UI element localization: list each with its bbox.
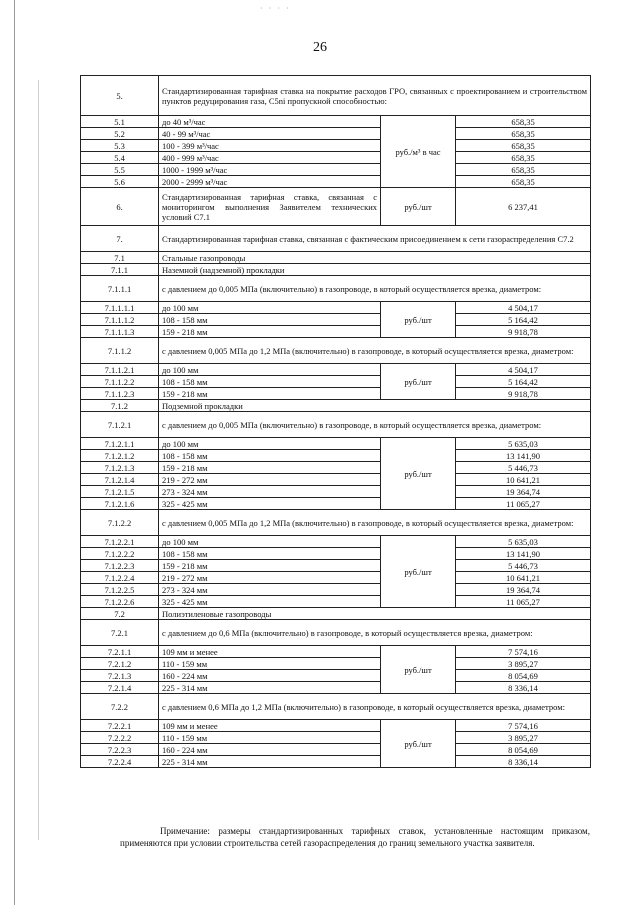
row-number: 7.2.2.2 [81, 732, 159, 744]
row-number: 7.1.2.2.5 [81, 584, 159, 596]
rate-value: 10 641,21 [456, 474, 591, 486]
row-description: с давлением до 0,005 МПа (включительно) в газопроводе, в который осуществляется врезка, диаметром: [159, 276, 591, 302]
rate-value: 658,35 [456, 152, 591, 164]
rate-value: 658,35 [456, 140, 591, 152]
rate-value: 6 237,41 [456, 188, 591, 226]
row-description: 159 - 218 мм [159, 326, 381, 338]
rate-value: 3 895,27 [456, 732, 591, 744]
row-description: 159 - 218 мм [159, 462, 381, 474]
rate-value: 13 141,90 [456, 548, 591, 560]
rate-value: 3 895,27 [456, 658, 591, 670]
table-row [81, 462, 591, 474]
table-row [81, 756, 591, 768]
table-row [81, 302, 591, 314]
table-row [81, 314, 591, 326]
section-heading: Стальные газопроводы [159, 252, 591, 264]
scan-header-mark: · · · · [260, 4, 291, 13]
rate-value: 658,35 [456, 164, 591, 176]
table-row [81, 646, 591, 658]
row-description: 1000 - 1999 м³/час [159, 164, 381, 176]
page-number: 26 [313, 40, 327, 55]
rate-value: 8 336,14 [456, 756, 591, 768]
row-number: 7.1.2.1.3 [81, 462, 159, 474]
row-number: 7.1.1.1.2 [81, 314, 159, 326]
table-row [81, 584, 591, 596]
row-number: 7.2.1.3 [81, 670, 159, 682]
table-row [81, 252, 591, 264]
row-description: 108 - 158 мм [159, 314, 381, 326]
binding-margin-line [14, 0, 15, 905]
rate-value: 5 446,73 [456, 560, 591, 572]
row-description: 108 - 158 мм [159, 450, 381, 462]
table-row [81, 388, 591, 400]
row-description: 100 - 399 м³/час [159, 140, 381, 152]
table-row [81, 326, 591, 338]
row-description: Стандартизированная тарифная ставка, связанная с мониторингом выполнения Заявителем технических условий C7.1 [159, 188, 381, 226]
rate-value: 5 635,03 [456, 438, 591, 450]
rate-value: 5 164,42 [456, 314, 591, 326]
rate-value: 4 504,17 [456, 364, 591, 376]
row-number: 7.2.2.3 [81, 744, 159, 756]
row-number: 7.1.2.2.1 [81, 536, 159, 548]
rate-value: 8 336,14 [456, 682, 591, 694]
row-description: 400 - 999 м³/час [159, 152, 381, 164]
row-number: 5.2 [81, 128, 159, 140]
rate-value: 5 635,03 [456, 536, 591, 548]
row-description: 325 - 425 мм [159, 498, 381, 510]
row-description: 325 - 425 мм [159, 596, 381, 608]
section-heading: Полиэтиленовые газопроводы [159, 608, 591, 620]
row-description: 108 - 158 мм [159, 548, 381, 560]
rate-value: 5 164,42 [456, 376, 591, 388]
row-number: 7.2.1.4 [81, 682, 159, 694]
table-row [81, 732, 591, 744]
table-row [81, 608, 591, 620]
row-number: 7.1.2.1.1 [81, 438, 159, 450]
table-row [81, 276, 591, 302]
table-row [81, 548, 591, 560]
row-number: 7.1.2.2.6 [81, 596, 159, 608]
table-row [81, 76, 591, 116]
rate-value: 658,35 [456, 176, 591, 188]
table-row [81, 744, 591, 756]
table-row [81, 620, 591, 646]
table-row [81, 140, 591, 152]
table-row [81, 264, 591, 276]
rate-value: 5 446,73 [456, 462, 591, 474]
table-row [81, 438, 591, 450]
table-row [81, 658, 591, 670]
table-row [81, 412, 591, 438]
table-row [81, 338, 591, 364]
section-heading: Наземной (надземной) прокладки [159, 264, 591, 276]
row-description: с давлением 0,6 МПа до 1,2 МПа (включительно) в газопроводе, в который осуществляется врезка, диаметром: [159, 694, 591, 720]
row-number: 7.1.2.1.5 [81, 486, 159, 498]
row-number: 7. [81, 226, 159, 252]
row-description: 225 - 314 мм [159, 682, 381, 694]
table-row [81, 498, 591, 510]
table-row [81, 450, 591, 462]
row-number: 7.1.1.2 [81, 338, 159, 364]
rate-value: 7 574,16 [456, 646, 591, 658]
row-number: 7.1.2.1 [81, 412, 159, 438]
rate-value: 8 054,69 [456, 670, 591, 682]
row-number: 7.1.2.2.2 [81, 548, 159, 560]
unit-cell: руб./шт [381, 364, 456, 400]
row-description: до 100 мм [159, 364, 381, 376]
rate-value: 19 364,74 [456, 584, 591, 596]
row-number: 5.3 [81, 140, 159, 152]
row-description: 40 - 99 м³/час [159, 128, 381, 140]
table-row [81, 694, 591, 720]
row-description: 2000 - 2999 м³/час [159, 176, 381, 188]
row-description: 110 - 159 мм [159, 658, 381, 670]
table-row [81, 720, 591, 732]
unit-cell: руб./шт [381, 302, 456, 338]
table-row [81, 572, 591, 584]
row-description: 108 - 158 мм [159, 376, 381, 388]
row-description: с давлением до 0,6 МПа (включительно) в газопроводе, в который осуществляется врезка, диаметром: [159, 620, 591, 646]
unit-cell: руб./шт [381, 646, 456, 694]
row-number: 7.1.2.2.3 [81, 560, 159, 572]
row-description: 273 - 324 мм [159, 584, 381, 596]
rate-value: 9 918,78 [456, 326, 591, 338]
row-number: 7.1.2.2 [81, 510, 159, 536]
table-row [81, 670, 591, 682]
table-row [81, 226, 591, 252]
table-row [81, 128, 591, 140]
row-number: 7.2.1.2 [81, 658, 159, 670]
rate-value: 658,35 [456, 116, 591, 128]
row-description: 110 - 159 мм [159, 732, 381, 744]
row-description: до 100 мм [159, 438, 381, 450]
row-number: 7.2.2 [81, 694, 159, 720]
rate-value: 7 574,16 [456, 720, 591, 732]
row-number: 7.2 [81, 608, 159, 620]
table-row [81, 400, 591, 412]
row-number: 7.1 [81, 252, 159, 264]
row-number: 7.2.2.1 [81, 720, 159, 732]
section-heading: Подземной прокладки [159, 400, 591, 412]
row-description: 159 - 218 мм [159, 560, 381, 572]
unit-cell: руб./м³ в час [381, 116, 456, 188]
rate-value: 8 054,69 [456, 744, 591, 756]
row-number: 5.1 [81, 116, 159, 128]
row-description: 160 - 224 мм [159, 744, 381, 756]
row-number: 7.1.2.2.4 [81, 572, 159, 584]
row-number: 7.1.1.1.1 [81, 302, 159, 314]
row-description: 109 мм и менее [159, 720, 381, 732]
rate-value: 10 641,21 [456, 572, 591, 584]
table-row [81, 164, 591, 176]
footnote: Примечание: размеры стандартизированных тарифных ставок, установленные настоящим приказом, применяются при условии строительства сетей газораспределения до границ земельного участка заявителя. [120, 826, 590, 848]
table-row [81, 152, 591, 164]
row-number: 7.2.2.4 [81, 756, 159, 768]
row-number: 6. [81, 188, 159, 226]
rate-value: 19 364,74 [456, 486, 591, 498]
table-row [81, 376, 591, 388]
table-row [81, 682, 591, 694]
row-number: 5. [81, 76, 159, 116]
row-description: 160 - 224 мм [159, 670, 381, 682]
table-row [81, 364, 591, 376]
row-description: 273 - 324 мм [159, 486, 381, 498]
row-number: 7.1.2.1.4 [81, 474, 159, 486]
row-description: 225 - 314 мм [159, 756, 381, 768]
rate-value: 4 504,17 [456, 302, 591, 314]
row-number: 7.1.1.2.3 [81, 388, 159, 400]
table-row [81, 176, 591, 188]
rate-value: 13 141,90 [456, 450, 591, 462]
tariff-table [80, 75, 591, 768]
unit-cell: руб./шт [381, 720, 456, 768]
table-row [81, 116, 591, 128]
row-description: 159 - 218 мм [159, 388, 381, 400]
table-row [81, 596, 591, 608]
rate-value: 9 918,78 [456, 388, 591, 400]
row-number: 7.1.1 [81, 264, 159, 276]
table-row [81, 486, 591, 498]
row-number: 5.5 [81, 164, 159, 176]
row-description: до 100 мм [159, 536, 381, 548]
row-number: 7.1.1.1.3 [81, 326, 159, 338]
unit-cell: руб./шт [381, 438, 456, 510]
row-number: 5.6 [81, 176, 159, 188]
row-description: с давлением до 0,005 МПа (включительно) в газопроводе, в который осуществляется врезка, диаметром: [159, 412, 591, 438]
rate-value: 11 065,27 [456, 596, 591, 608]
rate-value: 658,35 [456, 128, 591, 140]
row-number: 7.1.1.2.1 [81, 364, 159, 376]
unit-cell: руб./шт [381, 536, 456, 608]
table-row [81, 474, 591, 486]
row-description: до 100 мм [159, 302, 381, 314]
row-description: Стандартизированная тарифная ставка на покрытие расходов ГРО, связанных с проектированием и строительством пунктов редуцирования газа, C5ni пропускной способностью: [159, 76, 591, 116]
table-row [81, 510, 591, 536]
row-description: 219 - 272 мм [159, 474, 381, 486]
table-row [81, 560, 591, 572]
row-number: 7.1.2 [81, 400, 159, 412]
row-number: 5.4 [81, 152, 159, 164]
row-number: 7.1.2.1.2 [81, 450, 159, 462]
row-description: 219 - 272 мм [159, 572, 381, 584]
row-description: с давлением 0,005 МПа до 1,2 МПа (включительно) в газопроводе, в который осуществляется врезка, диаметром: [159, 338, 591, 364]
row-number: 7.2.1 [81, 620, 159, 646]
table-row [81, 536, 591, 548]
row-description: Стандартизированная тарифная ставка, связанная с фактическим присоединением к сети газораспределения C7.2 [159, 226, 591, 252]
row-description: с давлением 0,005 МПа до 1,2 МПа (включительно) в газопроводе, в который осуществляется врезка, диаметром: [159, 510, 591, 536]
inner-margin-line [38, 80, 39, 840]
table-row [81, 188, 591, 226]
row-number: 7.1.2.1.6 [81, 498, 159, 510]
row-number: 7.2.1.1 [81, 646, 159, 658]
row-description: 109 мм и менее [159, 646, 381, 658]
row-number: 7.1.1.1 [81, 276, 159, 302]
rate-value: 11 065,27 [456, 498, 591, 510]
unit-cell: руб./шт [381, 188, 456, 226]
row-description: до 40 м³/час [159, 116, 381, 128]
row-number: 7.1.1.2.2 [81, 376, 159, 388]
